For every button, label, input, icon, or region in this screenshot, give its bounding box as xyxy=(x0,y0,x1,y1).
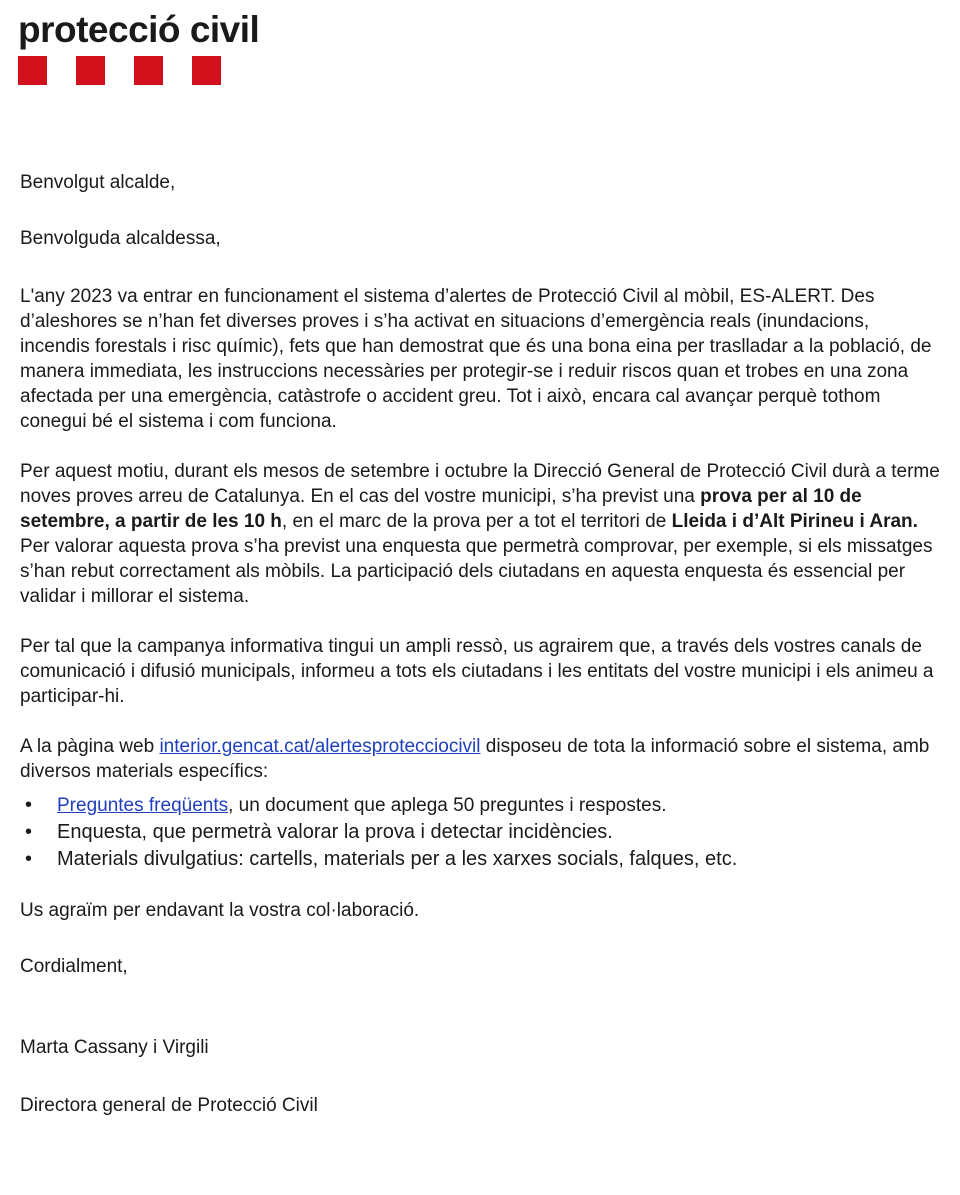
paragraph-text: disposeu de tota la informació sobre el sistema, amb diversos materials específics: xyxy=(20,736,930,782)
regards-text: Cordialment, xyxy=(20,956,128,977)
protecció-civil-logo xyxy=(18,8,259,85)
territory-highlight: Lleida i d’Alt Pirineu i Aran. xyxy=(671,511,918,532)
website-link[interactable]: interior.gencat.cat/alertesprotecciocivil xyxy=(159,736,481,757)
paragraph-test-announcement xyxy=(20,459,940,609)
thanks-text: Us agraïm per endavant la vostra col·laboració. xyxy=(20,900,420,921)
paragraph-website xyxy=(20,734,940,784)
signature-name: Marta Cassany i Virgili xyxy=(20,1037,209,1058)
paragraph-es-alert-intro: L'any 2023 va entrar en funcionament el sistema d’alertes de Protecció Civil al mòbil, ES-ALERT. Des d’aleshores se n’han fet diverses proves i s’ha activat en situacions d’emergència reals (inundacions, incendis forestals i risc químic), fets que han demostrat que és una bona eina per traslladar a la població, de manera immediata, les instruccions necessàries per protegir-se i reduir riscos quan et trobes en una zona afectada per una emergència, catàstrofe o accident greu. Tot i això, encara cal avançar perquè tothom conegui bé el sistema i com funciona. xyxy=(20,286,932,432)
logo-text: protecció civil xyxy=(18,9,260,50)
paragraph-text: A la pàgina web xyxy=(20,736,160,757)
logo-square xyxy=(192,56,221,85)
materials-list xyxy=(20,792,940,873)
greeting-alcaldessa: Benvolguda alcaldessa, xyxy=(20,228,221,249)
list-item-outreach-materials: • Materials divulgatius: cartells, materials per a les xarxes socials, falques, etc. xyxy=(20,846,940,873)
logo-square xyxy=(134,56,163,85)
greeting-alcalde: Benvolgut alcalde, xyxy=(20,172,176,193)
list-item-faq xyxy=(20,792,940,819)
paragraph-text: Per valorar aquesta prova s’ha previst una enquesta que permetrà comprovar, per exemple, si els missatges s’han rebut correctament als mòbils. La participació dels ciutadans en aquesta enquesta és essencial per validar i millorar el sistema. xyxy=(20,536,933,607)
logo-squares xyxy=(18,56,259,85)
logo-square xyxy=(76,56,105,85)
paragraph-text: , en el marc de la prova per a tot el territori de xyxy=(281,511,672,532)
paragraph-text: Per aquest motiu, durant els mesos de setembre i octubre la Direcció General de Protecció Civil durà a terme noves proves arreu de Catalunya. En el cas del vostre municipi, s’ha previst una xyxy=(20,461,940,507)
signature-title: Directora general de Protecció Civil xyxy=(20,1095,318,1116)
list-item-survey: • Enquesta, que permetrà valorar la prova i detectar incidències. xyxy=(20,819,940,846)
faq-link[interactable]: Preguntes freqüents xyxy=(57,795,229,816)
paragraph-campaign: Per tal que la campanya informativa tingui un ampli ressò, us agrairem que, a través dels vostres canals de comunicació i difusió municipals, informeu a tots els ciutadans i les entitats del vostre municipi i els animeu a participar-hi. xyxy=(20,636,934,707)
test-date-highlight: prova per al 10 de setembre, a partir de les 10 h xyxy=(20,486,862,532)
letter-body xyxy=(20,170,940,1118)
list-item-text: , un document que aplega 50 preguntes i respostes. xyxy=(228,795,667,816)
logo-square xyxy=(18,56,47,85)
